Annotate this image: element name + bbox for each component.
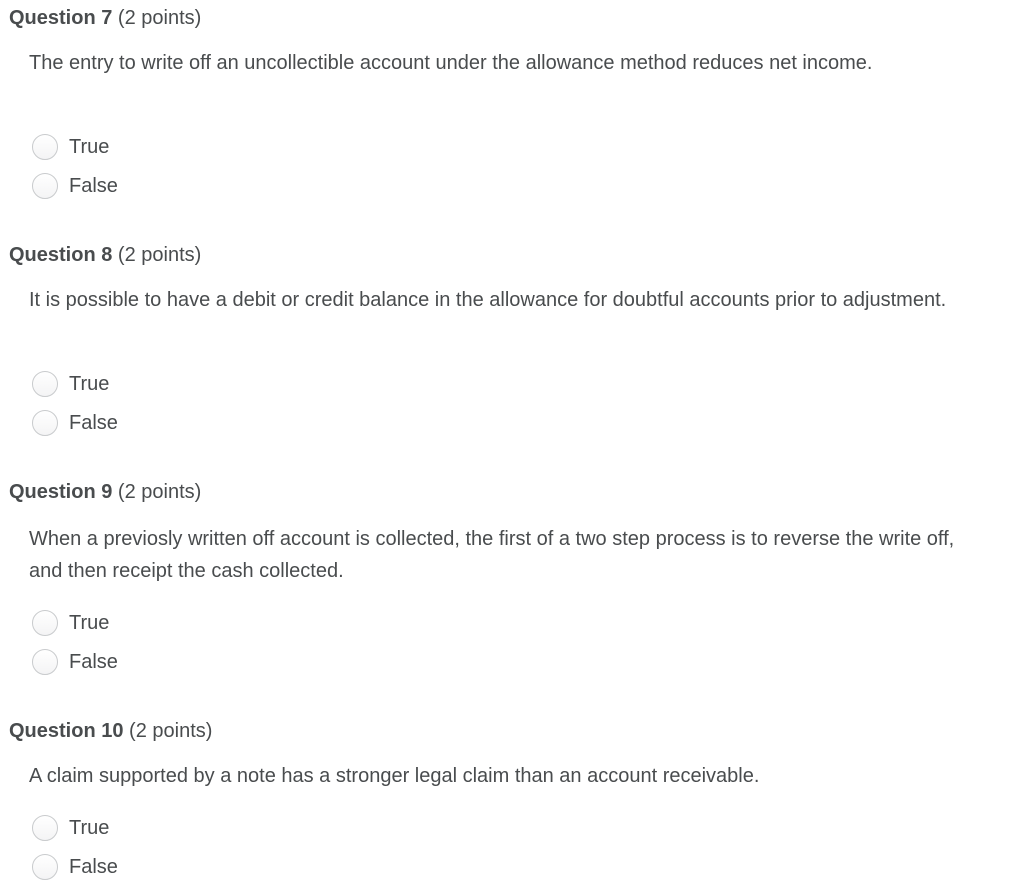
radio-button[interactable] — [32, 649, 58, 675]
question-title — [9, 718, 212, 744]
option-label: False — [69, 651, 118, 673]
question-number: Question 9 — [9, 481, 113, 503]
option-false[interactable] — [32, 852, 118, 882]
option-true[interactable] — [32, 608, 109, 638]
option-true[interactable] — [32, 132, 109, 162]
question-points: (2 points) — [117, 244, 202, 266]
option-false[interactable] — [32, 647, 118, 677]
question-points: (2 points) — [129, 720, 213, 742]
option-label: False — [69, 175, 118, 197]
radio-button[interactable] — [32, 815, 58, 841]
option-label: False — [69, 856, 118, 878]
question-number: Question 7 — [9, 7, 113, 29]
option-label: True — [69, 373, 110, 395]
option-false[interactable] — [32, 408, 118, 438]
option-label: True — [69, 612, 110, 634]
option-label: False — [69, 412, 118, 434]
question-points: (2 points) — [117, 481, 202, 503]
option-label: True — [69, 817, 110, 839]
option-label: True — [69, 136, 110, 158]
question-title — [9, 242, 201, 268]
question-text: A claim supported by a note has a stronger legal claim than an account receivable. — [29, 765, 760, 787]
question-number: Question 8 — [9, 244, 113, 266]
radio-button[interactable] — [32, 371, 58, 397]
radio-button[interactable] — [32, 854, 58, 880]
question-title — [9, 5, 201, 31]
radio-button[interactable] — [32, 173, 58, 199]
question-title — [9, 479, 201, 505]
question-text: It is possible to have a debit or credit balance in the allowance for doubtful accounts prior to adjustment. — [29, 289, 947, 311]
option-true[interactable] — [32, 813, 109, 843]
option-false[interactable] — [32, 171, 118, 201]
question-points: (2 points) — [117, 7, 202, 29]
radio-button[interactable] — [32, 410, 58, 436]
radio-button[interactable] — [32, 610, 58, 636]
question-number: Question 10 — [9, 720, 124, 742]
radio-button[interactable] — [32, 134, 58, 160]
question-text: When a previosly written off account is collected, the first of a two step process is to reverse the write off, and then receipt the cash collected. — [29, 528, 955, 582]
question-text: The entry to write off an uncollectible account under the allowance method reduces net income. — [29, 52, 873, 74]
option-true[interactable] — [32, 369, 109, 399]
